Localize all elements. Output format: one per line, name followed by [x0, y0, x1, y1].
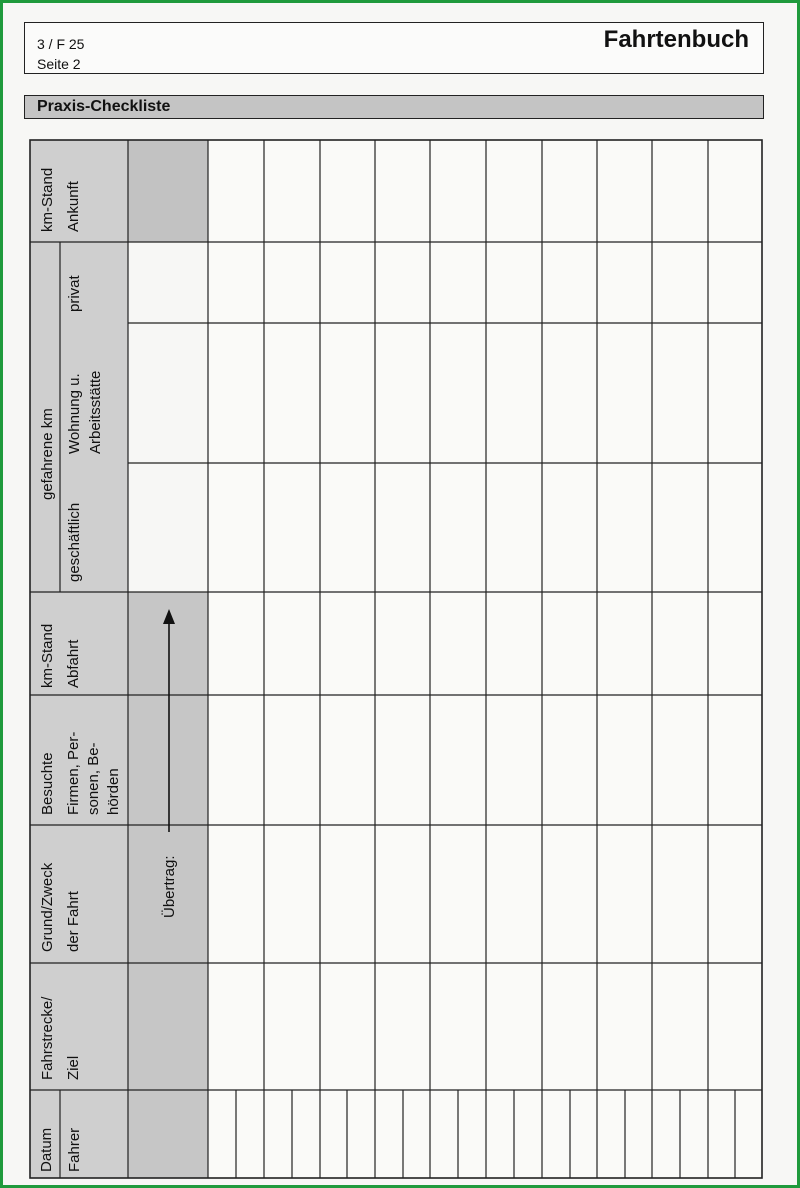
header-km-stand-abfahrt-2: Abfahrt — [65, 639, 82, 688]
section-title: Praxis-Checkliste — [37, 98, 171, 115]
document-code: 3 / F 25 — [37, 36, 85, 52]
header-privat: privat — [66, 275, 83, 312]
header-datum: Datum — [38, 1127, 55, 1172]
header-ziel: Ziel — [65, 1055, 82, 1080]
header-km-stand-ankunft: km-Stand — [39, 167, 56, 232]
header-besuchte-4: hörden — [105, 768, 122, 815]
header-grund-zweck-2: der Fahrt — [65, 891, 82, 952]
header-wohnung-2: Arbeitsstätte — [87, 370, 104, 454]
header-km-stand-ankunft-2: Ankunft — [65, 181, 82, 232]
header-geschaeftlich: geschäftlich — [66, 502, 83, 582]
data-area — [208, 140, 762, 1178]
header-besuchte-3: sonen, Be- — [85, 742, 102, 815]
uebertrag-label: Übertrag: — [161, 855, 178, 918]
page-number: Seite 2 — [37, 56, 81, 72]
header-wohnung: Wohnung u. — [66, 373, 83, 454]
header-fahrstrecke: Fahrstrecke/ — [39, 996, 56, 1080]
header-besuchte-2: Firmen, Per- — [65, 731, 82, 815]
header-fahrer: Fahrer — [66, 1127, 83, 1172]
header-km-stand-abfahrt: km-Stand — [39, 623, 56, 688]
header-besuchte: Besuchte — [39, 752, 56, 815]
document-title: Fahrtenbuch — [603, 26, 749, 53]
header-gefahrene-km: gefahrene km — [39, 408, 56, 500]
header-grund-zweck: Grund/Zweck — [39, 862, 56, 952]
header-shading — [30, 140, 208, 1178]
